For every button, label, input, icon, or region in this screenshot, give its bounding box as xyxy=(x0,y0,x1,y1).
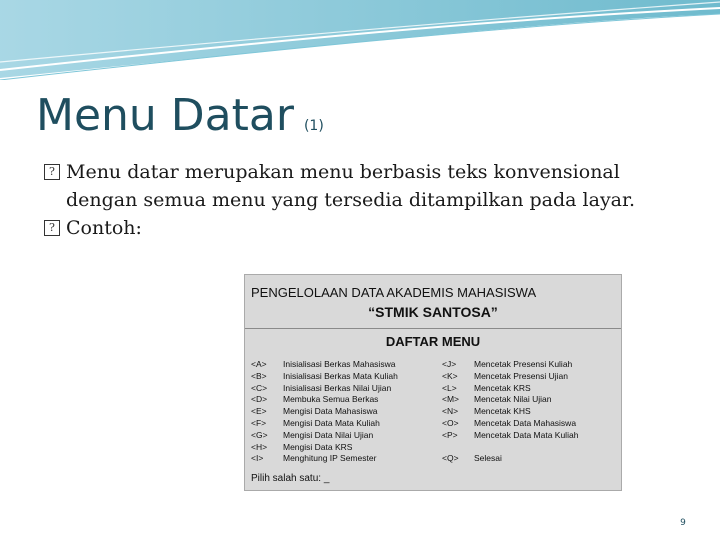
menu-item-key: <C> xyxy=(251,382,268,393)
menu-column-left xyxy=(251,359,398,465)
menu-item-key: <L> xyxy=(442,382,457,393)
slide-title xyxy=(36,88,324,154)
menu-item-key: <K> xyxy=(442,370,458,381)
menu-item-key: <A> xyxy=(251,359,267,369)
menu-item xyxy=(251,394,398,406)
menu-item xyxy=(442,418,578,430)
bullet-marker-icon: ? xyxy=(44,220,60,236)
menu-item-key: <Q> xyxy=(442,453,459,464)
screen-divider xyxy=(245,328,621,329)
bullet-list xyxy=(44,158,694,242)
menu-item-label: Mengisi Data Mata Kuliah xyxy=(283,417,380,428)
menu-item xyxy=(251,383,398,395)
menu-item xyxy=(251,442,398,454)
screen-heading: PENGELOLAAN DATA AKADEMIS MAHASISWA xyxy=(251,285,537,300)
menu-item xyxy=(442,371,578,383)
menu-item-label: Mencetak KHS xyxy=(474,406,531,417)
menu-item-key: <F> xyxy=(251,417,267,428)
menu-item-key: <N> xyxy=(442,406,459,417)
menu-item-label: Inisialisasi Berkas Mata Kuliah xyxy=(283,370,398,381)
menu-item-label: Menghitung IP Semester xyxy=(283,453,377,464)
menu-column-right xyxy=(442,359,578,465)
menu-item-label: Mencetak KRS xyxy=(474,382,531,393)
menu-item-label: Mengisi Data Mahasiswa xyxy=(283,406,378,417)
slide-title-suffix: (1) xyxy=(303,118,324,134)
page-number: 9 xyxy=(680,518,686,528)
menu-item-key: <M> xyxy=(442,394,460,405)
menu-item-key: <I> xyxy=(251,453,264,464)
bullet-marker-icon: ? xyxy=(44,164,60,180)
menu-item-label: Membuka Semua Berkas xyxy=(283,394,379,405)
menu-item-spacer xyxy=(442,442,578,454)
menu-item-label: Selesai xyxy=(474,453,502,464)
menu-item-label: Mencetak Data Mahasiswa xyxy=(474,417,577,428)
menu-item xyxy=(251,406,398,418)
bullet-text: Contoh: xyxy=(66,217,142,239)
menu-item-label: Inisialisasi Berkas Nilai Ujian xyxy=(283,382,392,393)
menu-item xyxy=(442,359,578,371)
menu-screen-example xyxy=(244,274,622,491)
menu-item-key: <P> xyxy=(442,429,458,440)
screen-institution: “STMIK SANTOSA” xyxy=(368,304,498,320)
menu-item-key: <E> xyxy=(251,406,267,417)
menu-item-key: <J> xyxy=(442,359,457,369)
selection-prompt: Pilih salah satu: _ xyxy=(251,473,330,484)
menu-item xyxy=(442,394,578,406)
menu-title: DAFTAR MENU xyxy=(385,334,481,349)
menu-item xyxy=(251,371,398,383)
header-decoration xyxy=(0,0,720,80)
menu-item-label: Mencetak Nilai Ujian xyxy=(474,394,552,405)
menu-item-key: <H> xyxy=(251,441,268,452)
menu-item-label: Mengisi Data KRS xyxy=(283,441,353,452)
menu-item-key: <D> xyxy=(251,394,268,405)
menu-item xyxy=(442,383,578,395)
bullet-item xyxy=(44,214,694,242)
menu-item xyxy=(442,430,578,442)
menu-item-key: <O> xyxy=(442,417,459,428)
bullet-text: Menu datar merupakan menu berbasis teks konvensional dengan semua menu yang tersedia ditampilkan pada layar. xyxy=(66,161,636,211)
menu-item xyxy=(442,406,578,418)
slide-title-text: Menu Datar xyxy=(36,90,294,141)
menu-item xyxy=(442,453,578,465)
menu-item-key: <G> xyxy=(251,429,268,440)
menu-item-label: Mengisi Data Nilai Ujian xyxy=(283,429,374,440)
menu-item xyxy=(251,430,398,442)
menu-item-label: Inisialisasi Berkas Mahasiswa xyxy=(283,359,396,369)
bullet-item xyxy=(44,158,694,214)
menu-item xyxy=(251,418,398,430)
menu-item-label: Mencetak Presensi Kuliah xyxy=(474,359,573,369)
menu-item xyxy=(251,359,398,371)
menu-item-key: <B> xyxy=(251,370,267,381)
menu-item xyxy=(251,453,398,465)
menu-item-label: Mencetak Data Mata Kuliah xyxy=(474,429,579,440)
menu-item-label: Mencetak Presensi Ujian xyxy=(474,370,569,381)
